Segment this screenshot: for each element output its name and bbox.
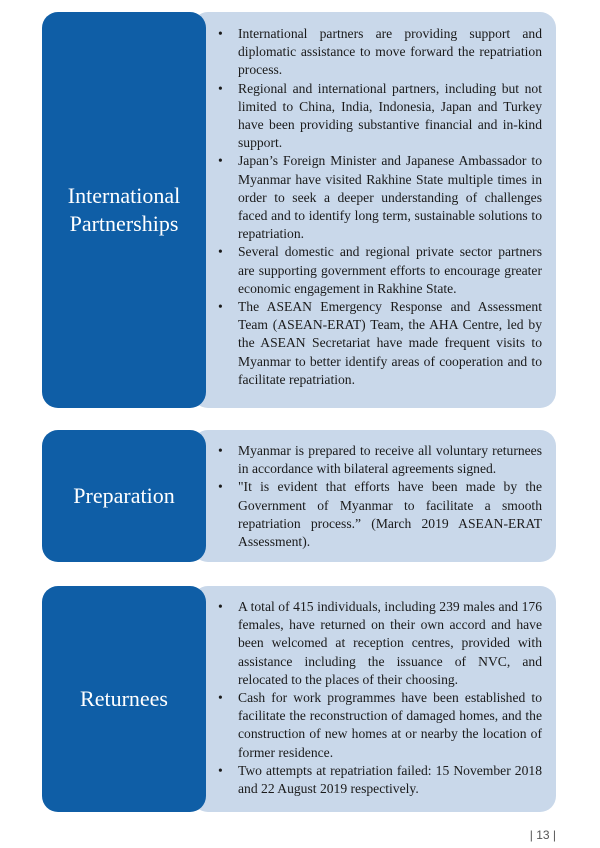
bullet-item: • Regional and international partners, including but not limited to China, India, Indonesia, Japan and Turkey have been providing substantive financial and in-kind support. [212,80,542,153]
bullet-item: • The ASEAN Emergency Response and Assessment Team (ASEAN-ERAT) Team, the AHA Centre, led by the ASEAN Secretariat have made frequent visits to Myanmar to better identify areas of cooperation and to facilitate repatriation. [212,298,542,389]
section-content-box [192,586,556,812]
section-heading-box [42,12,206,408]
section-preparation [42,430,556,562]
bullet-item: • International partners are providing support and diplomatic assistance to move forward the repatriation process. [212,25,542,80]
page-number: | 13 | [529,828,556,842]
bullet-item: • Several domestic and regional private sector partners are supporting government efforts to encourage greater economic engagement in Rakhine State. [212,243,542,298]
bullet-item: • Japan’s Foreign Minister and Japanese Ambassador to Myanmar have visited Rakhine State multiple times in order to seek a deeper understanding of challenges faced and to identify long term, sustainable solutions to repatriation. [212,152,542,243]
bullet-list [212,25,542,389]
section-international-partnerships [42,12,556,408]
bullet-list [212,598,542,798]
section-heading: Returnees [80,686,168,711]
bullet-item: • Cash for work programmes have been established to facilitate the reconstruction of damaged homes, and the construction of new homes at or nearby the location of former residence. [212,689,542,762]
section-content-box [192,430,556,562]
bullet-item: • A total of 415 individuals, including 239 males and 176 females, have returned on their own accord and have been welcomed at reception centres, provided with assistance including the issuance of NVC, and relocated to the places of their choosing. [212,598,542,689]
bullet-item: • Two attempts at repatriation failed: 15 November 2018 and 22 August 2019 respectively. [212,762,542,798]
bullet-item: • Myanmar is prepared to receive all voluntary returnees in accordance with bilateral agreements signed. [212,442,542,478]
bullet-list [212,442,542,551]
section-returnees [42,586,556,812]
section-content-box [192,12,556,408]
section-heading-box [42,586,206,812]
section-heading: International Partnerships [67,183,181,236]
section-heading-box [42,430,206,562]
section-heading: Preparation [73,483,175,508]
bullet-item: • "It is evident that efforts have been made by the Government of Myanmar to facilitate a smooth repatriation process.” (March 2019 ASEAN-ERAT Assessment). [212,478,542,551]
